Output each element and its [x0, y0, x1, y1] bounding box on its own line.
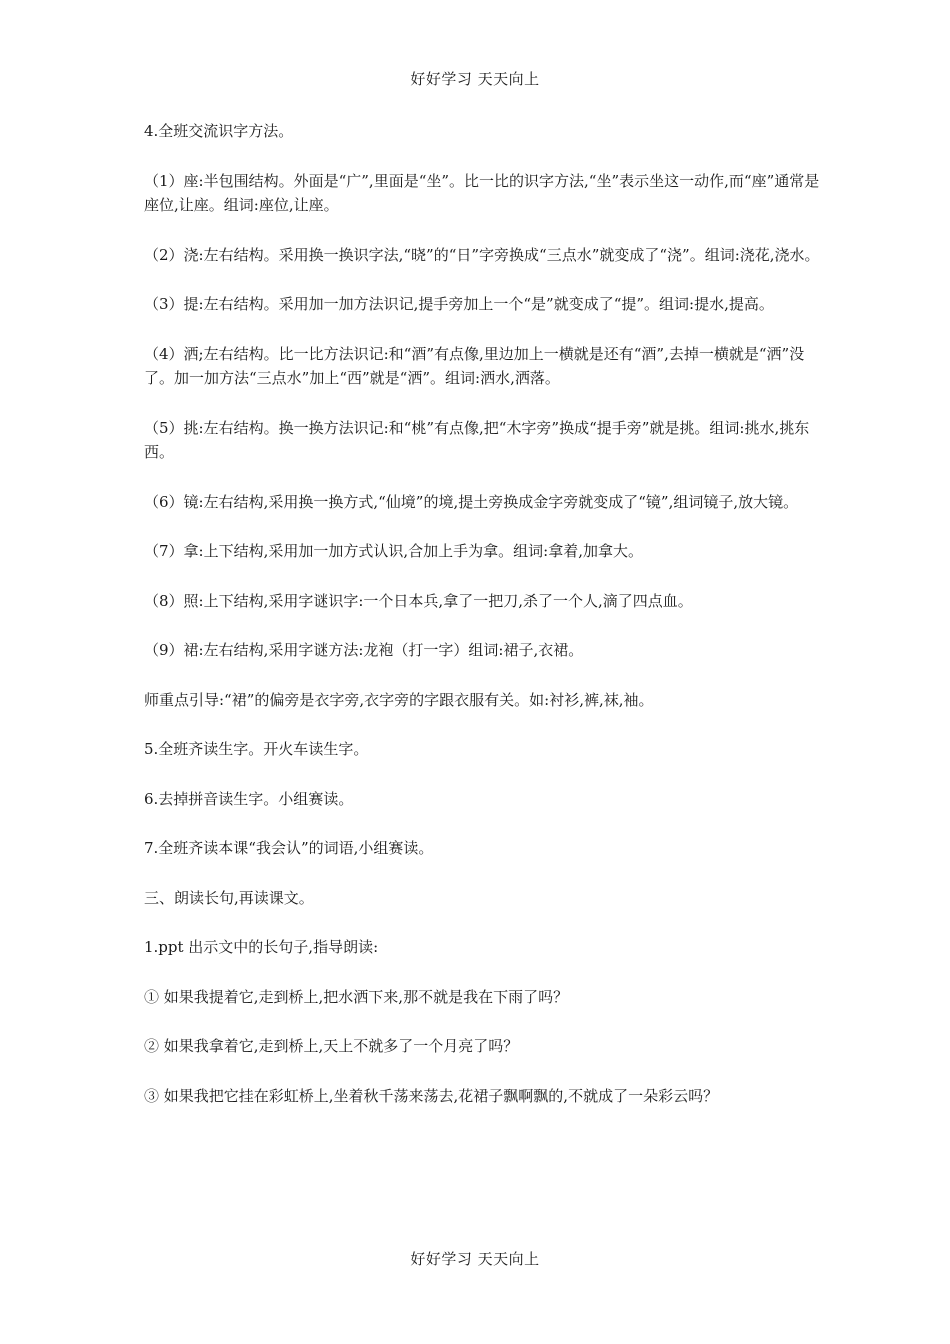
- section-heading-3: 三、朗读长句,再读课文。: [144, 888, 314, 907]
- page-header: 好好学习 天天向上: [410, 70, 540, 88]
- paragraph-teacher-guidance: 师重点引导:“裙”的偏旁是衣字旁,衣字旁的字跟衣服有关。如:衬衫,裤,袜,袖。: [144, 690, 654, 709]
- paragraph-step-6: 6.去掉拼音读生字。小组赛读。: [144, 789, 354, 808]
- sentence-1: ① 如果我提着它,走到桥上,把水洒下来,那不就是我在下雨了吗？: [144, 987, 569, 1006]
- sentence-3: ③ 如果我把它挂在彩虹桥上,坐着秋千荡来荡去,花裙子飘啊飘的,不就成了一朵彩云吗？: [144, 1086, 719, 1105]
- paragraph-step-4: 4.全班交流识字方法。: [144, 122, 294, 140]
- paragraph-char-na: （7）拿:上下结构,采用加一加方式认识,合加上手为拿。组词:拿着,加拿大。: [144, 542, 643, 560]
- paragraph-char-sa: （4）洒;左右结构。比一比方法识记:和“酒”有点像,里边加上一横就是还有“酒”,去掉一横就是“洒”没了。加一加方法“三点水”加上“西”就是“洒”。组词:洒水,洒落。: [144, 344, 805, 387]
- sentence-2: ② 如果我拿着它,走到桥上,天上不就多了一个月亮了吗？: [144, 1037, 519, 1055]
- paragraph-step-7: 7.全班齐读本课“我会认”的词语,小组赛读。: [144, 839, 434, 857]
- paragraph-char-qun: （9）裙:左右结构,采用字谜方法:龙袍（打一字）组词:裙子,衣裙。: [144, 641, 584, 659]
- paragraph-step-5: 5.全班齐读生字。开火车读生字。: [144, 740, 369, 758]
- paragraph-char-jing: （6）镜:左右结构,采用换一换方式,“仙境”的境,提土旁换成金字旁就变成了“镜”,组词镜子,放大镜。: [144, 492, 799, 511]
- paragraph-char-zuo: （1）座:半包围结构。外面是“广”,里面是“坐”。比一比的识字方法,“坐”表示坐这一动作,而“座”通常是座位,让座。组词:座位,让座。: [144, 171, 820, 214]
- paragraph-char-tiao: （5）挑:左右结构。换一换方法识记:和“桃”有点像,把“木字旁”换成“提手旁”就是挑。组词:挑水,挑东西。: [144, 418, 810, 461]
- paragraph-char-zhao: （8）照:上下结构,采用字谜识字:一个日本兵,拿了一把刀,杀了一个人,滴了四点血。: [144, 591, 693, 610]
- paragraph-ppt-intro: 1.ppt 出示文中的长句子,指导朗读:: [144, 938, 379, 956]
- document-body: [144, 119, 824, 1108]
- paragraph-char-ti: （3）提:左右结构。采用加一加方法识记,提手旁加上一个“是”就变成了“提”。组词:提水,提高。: [144, 295, 774, 313]
- page-footer: 好好学习 天天向上: [410, 1250, 540, 1268]
- paragraph-char-jiao: （2）浇:左右结构。采用换一换识字法,“晓”的“日”字旁换成“三点水”就变成了“浇”。组词:浇花,浇水。: [144, 245, 820, 264]
